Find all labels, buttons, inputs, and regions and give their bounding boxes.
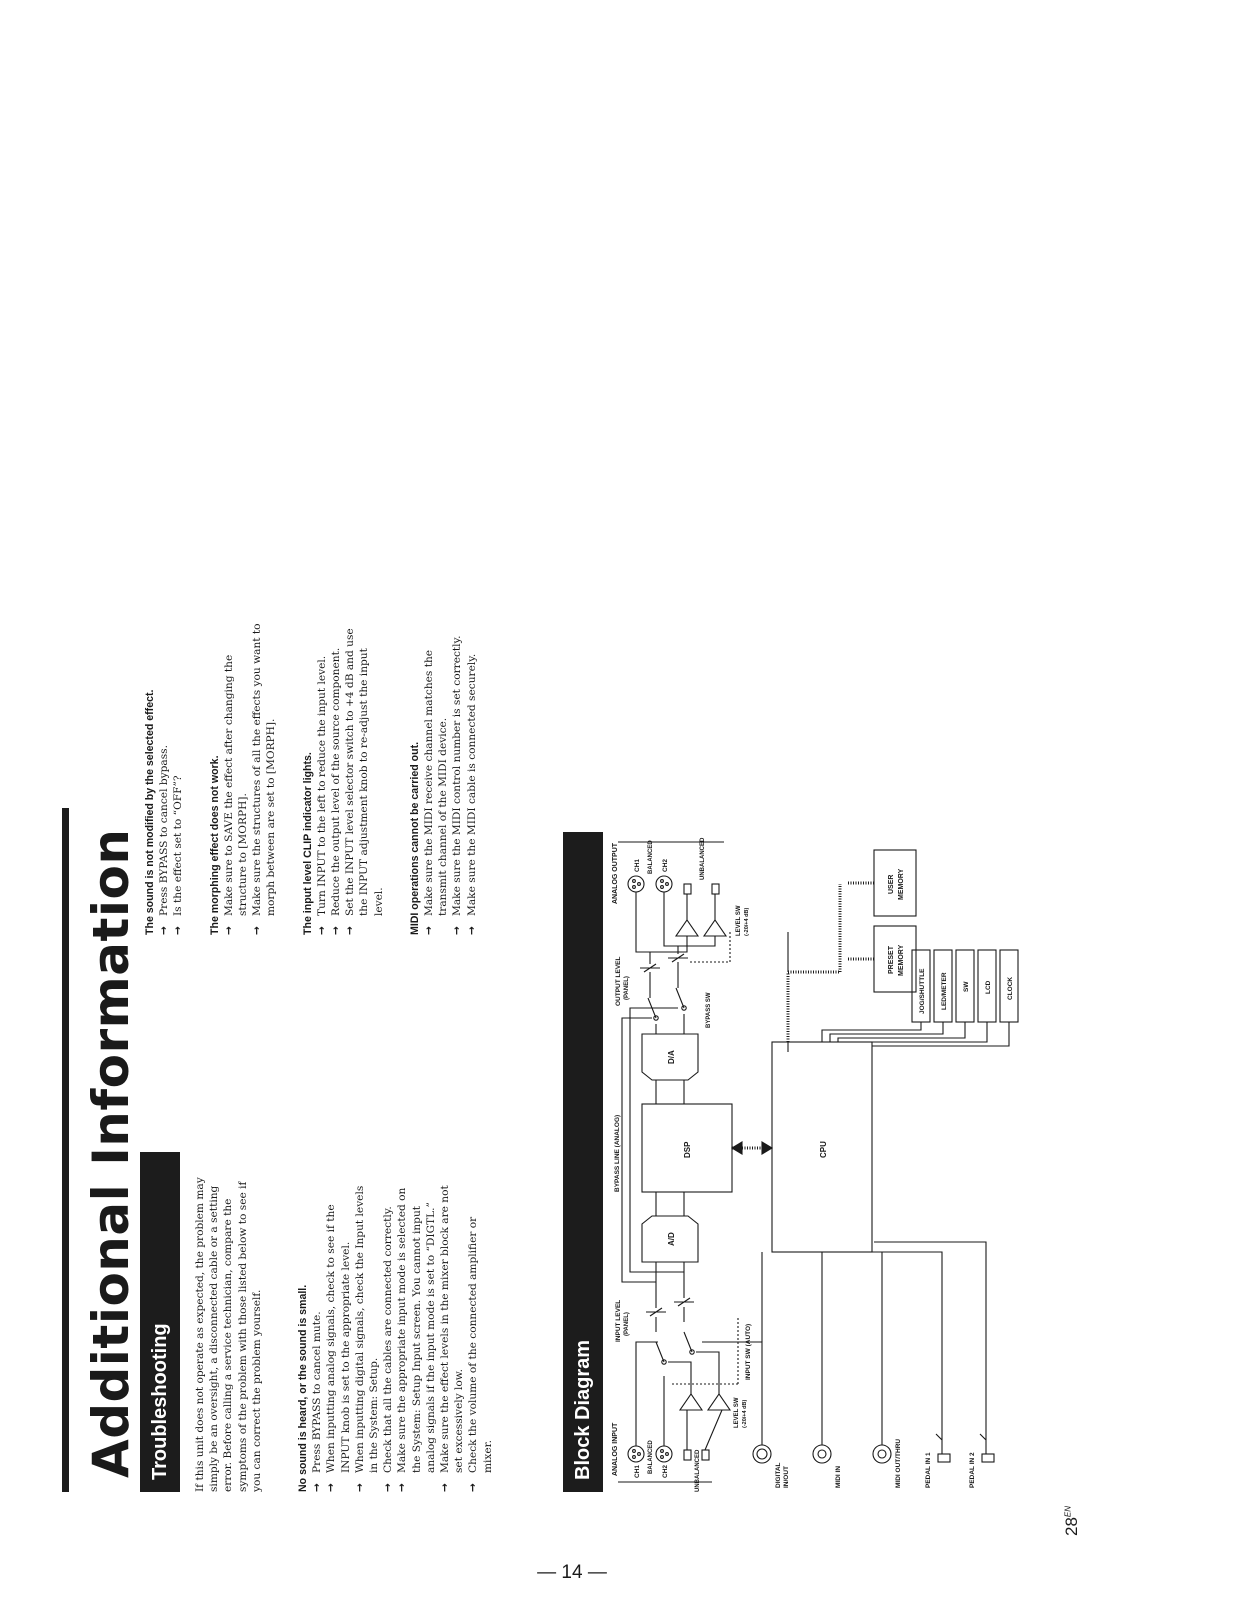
label-out-ch2: CH2: [662, 858, 669, 872]
sheet-number: — 14 —: [537, 1562, 607, 1583]
remedy-text: When inputting digital signals, check the Input levels: [353, 1185, 366, 1473]
arrow-icon: →: [222, 926, 235, 935]
problem-title: The morphing effect does not work.: [208, 755, 221, 935]
remedy-line: [157, 495, 171, 935]
remedy-text: Press BYPASS to cancel mute.: [311, 1311, 324, 1473]
label-in-ch1: CH1: [634, 1464, 641, 1478]
label-analog-output: ANALOG OUTPUT: [612, 842, 619, 904]
remedy-line: [310, 1052, 324, 1492]
arrow-icon: →: [423, 926, 436, 935]
label-ad: A/D: [667, 1232, 676, 1246]
intro-line: simply be an oversight, a disconnected cable or a setting: [208, 1185, 221, 1492]
remedy-text: Check the volume of the connected amplifier or: [467, 1216, 480, 1473]
label-out-balanced: BALANCED: [648, 840, 654, 874]
manual-page-number: [1062, 1506, 1082, 1536]
arrow-icon: →: [325, 1483, 338, 1492]
remedy-line: [450, 495, 464, 935]
label-pedal-in-2: PEDAL IN 2: [969, 1452, 976, 1488]
remedy-line: [381, 1052, 395, 1492]
label-in-level-sw-values: (-20/+4 dB): [742, 1399, 748, 1428]
problem-column-1: [296, 1052, 517, 1492]
label-user-memory: MEMORY: [898, 868, 905, 900]
remedy-line: [424, 1052, 438, 1492]
remedy-line: [452, 1052, 466, 1492]
problem-title: No sound is heard, or the sound is small.: [297, 1284, 309, 1492]
problem-block: [143, 495, 186, 935]
remedy-text: mixer.: [481, 1440, 494, 1473]
arrow-icon: →: [382, 1483, 395, 1492]
label-out-level-sw: LEVEL SW: [736, 905, 742, 936]
label-led-meter: LED/METER: [941, 972, 948, 1010]
label-dsp: DSP: [683, 1141, 692, 1158]
remedy-line: [236, 495, 250, 935]
remedy-line: [339, 1052, 353, 1492]
remedy-text: level.: [372, 887, 385, 916]
remedy-text: Make sure the MIDI cable is connected securely.: [465, 653, 478, 916]
label-output-level-panel: (PANEL): [624, 976, 630, 1000]
remedy-text: INPUT knob is set to the appropriate level.: [339, 1241, 352, 1473]
troubleshooting-intro: [193, 1177, 264, 1492]
remedy-text: Make sure the MIDI receive channel matches the: [423, 649, 436, 916]
remedy-text: morph between are set to [MORPH].: [265, 718, 278, 916]
intro-line: error. Before calling a service technician, compare the: [222, 1198, 235, 1492]
remedy-text: Press BYPASS to cancel bypass.: [158, 745, 171, 916]
remedy-text: Reduce the output level of the source component.: [330, 647, 343, 916]
problem-title: The sound is not modified by the selected effect.: [144, 689, 156, 935]
label-clock: CLOCK: [1007, 976, 1014, 1000]
remedy-text: Set the INPUT level selector switch to +4 dB and use: [344, 628, 357, 916]
remedy-line: [481, 1052, 495, 1492]
problem-block: [408, 495, 479, 935]
label-lcd: LCD: [985, 980, 992, 994]
remedy-text: transmit channel of the MIDI device.: [437, 717, 450, 916]
problem-title: The input level CLIP indicator lights.: [301, 752, 314, 935]
remedy-line: [367, 1052, 381, 1492]
remedy-text: Check that all the cables are connected correctly.: [382, 1206, 395, 1473]
label-digital: DIGITAL: [775, 1462, 782, 1488]
manual-page-suffix: EN: [1063, 1505, 1073, 1518]
arrow-icon: →: [344, 926, 357, 935]
remedy-text: the System: Setup Input screen. You cannot input: [410, 1205, 423, 1473]
remedy-line: [395, 1052, 409, 1492]
label-in-balanced: BALANCED: [648, 1440, 654, 1474]
label-input-level: INPUT LEVEL: [615, 1299, 622, 1342]
remedy-line: [436, 495, 450, 935]
remedy-text: in the System: Setup.: [368, 1357, 381, 1473]
problem-column-2: [143, 495, 501, 935]
block-diagram: [612, 832, 1022, 1492]
page-title: Additional Information: [82, 828, 140, 1478]
remedy-line: [372, 495, 386, 935]
block-diagram-heading: Block Diagram: [563, 832, 603, 1492]
arrow-icon: →: [251, 926, 264, 935]
arrow-icon: →: [330, 926, 343, 935]
remedy-line: [353, 1052, 367, 1492]
label-bypass-line: BYPASS LINE (ANALOG): [614, 1114, 621, 1192]
manual-page-number-value: 28: [1062, 1517, 1081, 1536]
label-da: D/A: [667, 1050, 676, 1064]
label-output-level: OUTPUT LEVEL: [615, 956, 622, 1006]
title-rule: [62, 808, 69, 1492]
arrow-icon: →: [158, 926, 171, 935]
label-preset-memory: MEMORY: [898, 944, 905, 976]
remedy-line: [357, 495, 371, 935]
remedy-text: set excessively low.: [453, 1369, 466, 1473]
problem-block: [208, 495, 279, 935]
remedy-text: Is the effect set to “OFF”?: [172, 775, 185, 916]
arrow-icon: →: [353, 1483, 366, 1492]
remedy-line: [324, 1052, 338, 1492]
remedy-line: [315, 495, 329, 935]
remedy-text: Turn INPUT to the left to reduce the input level.: [315, 655, 328, 916]
label-input-sw: INPUT SW (AUTO): [745, 1323, 752, 1380]
remedy-text: Make sure the structures of all the effects you want to: [251, 623, 264, 916]
remedy-line: [438, 1052, 452, 1492]
problem-block: [301, 495, 386, 935]
label-sw: SW: [963, 981, 970, 992]
label-in-ch2: CH2: [662, 1464, 669, 1478]
label-in-level-sw: LEVEL SW: [734, 1397, 740, 1428]
label-midi-outthru: MIDI OUT/THRU: [895, 1438, 902, 1488]
intro-line: you can correct the problem yourself.: [250, 1289, 263, 1492]
remedy-text: Make sure the effect levels in the mixer block are not: [439, 1185, 452, 1473]
label-bypass-sw: BYPASS SW: [706, 992, 712, 1028]
remedy-line: [264, 495, 278, 935]
arrow-icon: →: [172, 926, 185, 935]
remedy-text: When inputting analog signals, check to see if the: [325, 1204, 338, 1473]
arrow-icon: →: [315, 926, 328, 935]
remedy-text: structure to [MORPH].: [237, 793, 250, 916]
remedy-line: [222, 495, 236, 935]
remedy-line: [410, 1052, 424, 1492]
arrow-icon: →: [396, 1483, 409, 1492]
remedy-line: [466, 1052, 480, 1492]
label-in-unbalanced: UNBALANCED: [695, 1449, 701, 1492]
remedy-line: [465, 495, 479, 935]
troubleshooting-heading: Troubleshooting: [140, 1152, 180, 1492]
remedy-text: Make sure the MIDI control number is set correctly.: [451, 635, 464, 916]
remedy-line: [250, 495, 264, 935]
arrow-icon: →: [467, 1483, 480, 1492]
remedy-text: the INPUT adjustment knob to re-adjust the input: [358, 648, 371, 916]
remedy-line: [171, 495, 185, 935]
label-preset: PRESET: [888, 945, 895, 974]
label-midi-in: MIDI IN: [835, 1465, 842, 1488]
label-out-level-sw-values: (-20/+4 dB): [744, 907, 750, 936]
remedy-line: [422, 495, 436, 935]
remedy-text: Make sure to SAVE the effect after changing the: [222, 654, 235, 916]
problem-title: MIDI operations cannot be carried out.: [408, 741, 421, 935]
arrow-icon: →: [465, 926, 478, 935]
label-out-ch1: CH1: [634, 858, 641, 872]
label-inout: IN/OUT: [783, 1465, 790, 1488]
remedy-line: [329, 495, 343, 935]
remedy-text: Make sure the appropriate input mode is selected on: [396, 1187, 409, 1473]
arrow-icon: →: [451, 926, 464, 935]
label-user: USER: [888, 874, 895, 894]
label-pedal-in-1: PEDAL IN 1: [925, 1452, 932, 1488]
problem-block: [296, 1052, 495, 1492]
label-analog-input: ANALOG INPUT: [612, 1422, 619, 1476]
label-cpu: CPU: [819, 1141, 828, 1158]
remedy-line: [343, 495, 357, 935]
label-input-level-panel: (PANEL): [624, 1312, 630, 1336]
arrow-icon: →: [311, 1483, 324, 1492]
label-out-unbalanced: UNBALANCED: [700, 837, 706, 880]
label-jog-shuttle: JOG/SHUTTLE: [919, 968, 926, 1014]
intro-line: symptoms of the problem with those listed below to see if: [236, 1181, 249, 1492]
remedy-text: analog signals if the input mode is set to “DIGTL.”: [424, 1202, 437, 1473]
intro-line: If this unit does not operate as expected, the problem may: [194, 1177, 206, 1492]
arrow-icon: →: [439, 1483, 452, 1492]
